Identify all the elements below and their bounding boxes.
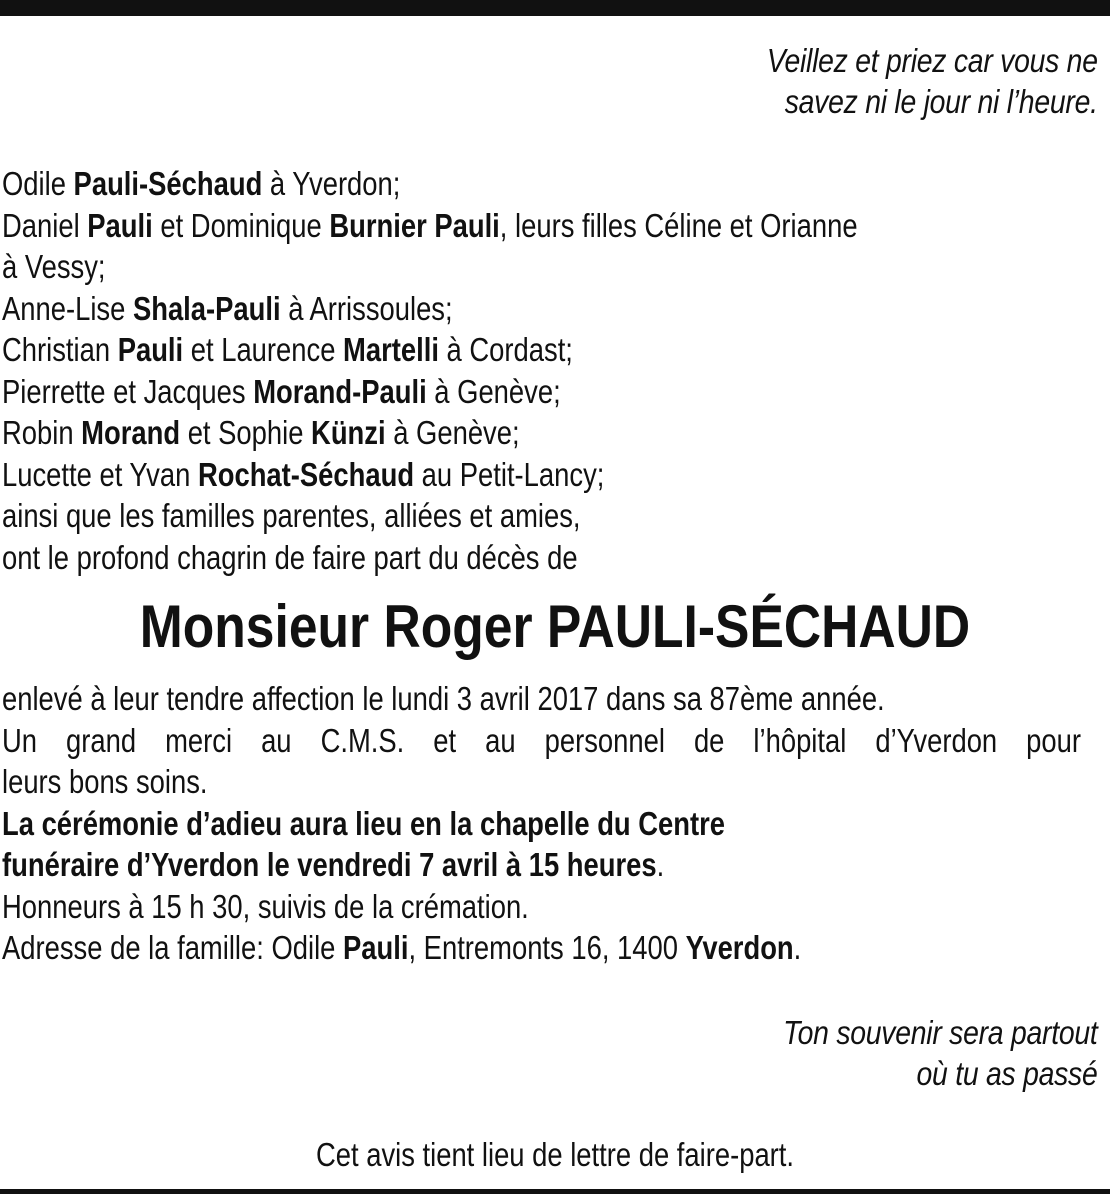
family-text: Daniel xyxy=(2,206,88,244)
family-text: Odile xyxy=(2,165,74,202)
notice-line: enlevé à leur tendre affection le lundi 3 avril 2017 dans sa 87ème année. xyxy=(2,680,885,717)
opening-verse-line: Veillez et priez car vous ne xyxy=(767,42,1098,79)
footer-note: Cet avis tient lieu de lettre de faire-part. xyxy=(315,1136,795,1173)
family-text: à Yverdon; xyxy=(262,165,401,202)
family-surname: Burnier Pauli xyxy=(329,206,500,244)
family-line xyxy=(2,329,1081,371)
family-text: Robin xyxy=(2,414,82,451)
family-text: Anne-Lise xyxy=(2,289,133,327)
family-text: Christian xyxy=(2,331,118,368)
ceremony-line: La cérémonie d’adieu aura lieu en la chapelle du Centre xyxy=(2,804,726,842)
family-line xyxy=(2,454,1081,496)
family-surname: Morand-Pauli xyxy=(253,372,427,410)
family-text: ont le profond chagrin de faire part du décès de xyxy=(2,538,578,576)
family-line xyxy=(2,412,1081,454)
closing-verse-line: où tu as passé xyxy=(917,1055,1098,1092)
address-line xyxy=(2,927,1081,969)
family-surname: Rochat-Séchaud xyxy=(197,455,415,493)
family-text: à Vessy; xyxy=(2,248,106,285)
family-text: et Dominique xyxy=(152,206,330,244)
address-name: Pauli xyxy=(343,929,409,966)
family-surname: Morand xyxy=(81,414,181,451)
family-surname: Pauli xyxy=(87,206,153,244)
family-line xyxy=(2,495,1081,537)
family-text: à Genève; xyxy=(426,372,561,410)
closing-verse xyxy=(784,1012,1098,1094)
bottom-border-rule xyxy=(0,1189,1110,1194)
family-line xyxy=(2,246,1081,288)
family-surname: Pauli-Séchaud xyxy=(73,165,263,202)
family-text: au Petit-Lancy; xyxy=(414,455,605,493)
opening-verse xyxy=(767,40,1098,122)
family-line xyxy=(2,537,1081,579)
family-text: ainsi que les familles parentes, alliées et amies, xyxy=(2,497,581,534)
family-text: Pierrette et Jacques xyxy=(2,372,254,410)
address-text: . xyxy=(793,929,802,966)
family-text: à Genève; xyxy=(385,414,520,451)
opening-verse-line: savez ni le jour ni l’heure. xyxy=(784,83,1098,120)
top-border-rule xyxy=(0,0,1110,16)
family-surname: Pauli xyxy=(117,331,184,368)
family-text: , leurs filles Céline et Orianne xyxy=(499,206,858,244)
family-surname: Künzi xyxy=(311,414,386,451)
address-city: Yverdon xyxy=(685,929,794,966)
address-text: , Entremonts 16, 1400 xyxy=(408,929,686,966)
family-text: à Arrissoules; xyxy=(280,289,453,327)
closing-verse-line: Ton souvenir sera partout xyxy=(783,1014,1098,1051)
family-line xyxy=(2,288,1081,330)
family-text: Lucette et Yvan xyxy=(2,455,198,493)
honours-line: Honneurs à 15 h 30, suivis de la crémation. xyxy=(2,887,529,925)
family-line xyxy=(2,371,1081,413)
address-text: Adresse de la famille: Odile xyxy=(2,929,344,966)
ceremony-text: funéraire d’Yverdon le vendredi 7 avril à 15 heures xyxy=(2,846,657,883)
family-surname: Shala-Pauli xyxy=(132,289,281,327)
notice-details xyxy=(2,678,1081,969)
family-text: et Laurence xyxy=(183,331,344,368)
deceased-name: Monsieur Roger PAULI-SÉCHAUD xyxy=(139,593,971,660)
notice-line: leurs bons soins. xyxy=(2,763,208,800)
family-line xyxy=(2,205,1081,247)
family-text: à Cordast; xyxy=(438,331,573,368)
family-text: et Sophie xyxy=(180,414,312,451)
ceremony-line xyxy=(2,844,1081,886)
family-line xyxy=(2,163,1081,205)
ceremony-end: . xyxy=(656,846,665,883)
family-surname: Martelli xyxy=(343,331,439,368)
notice-line: Un grand merci au C.M.S. et au personnel de l’hôpital d’Yverdon pour xyxy=(2,721,1081,759)
family-list xyxy=(2,163,1081,578)
